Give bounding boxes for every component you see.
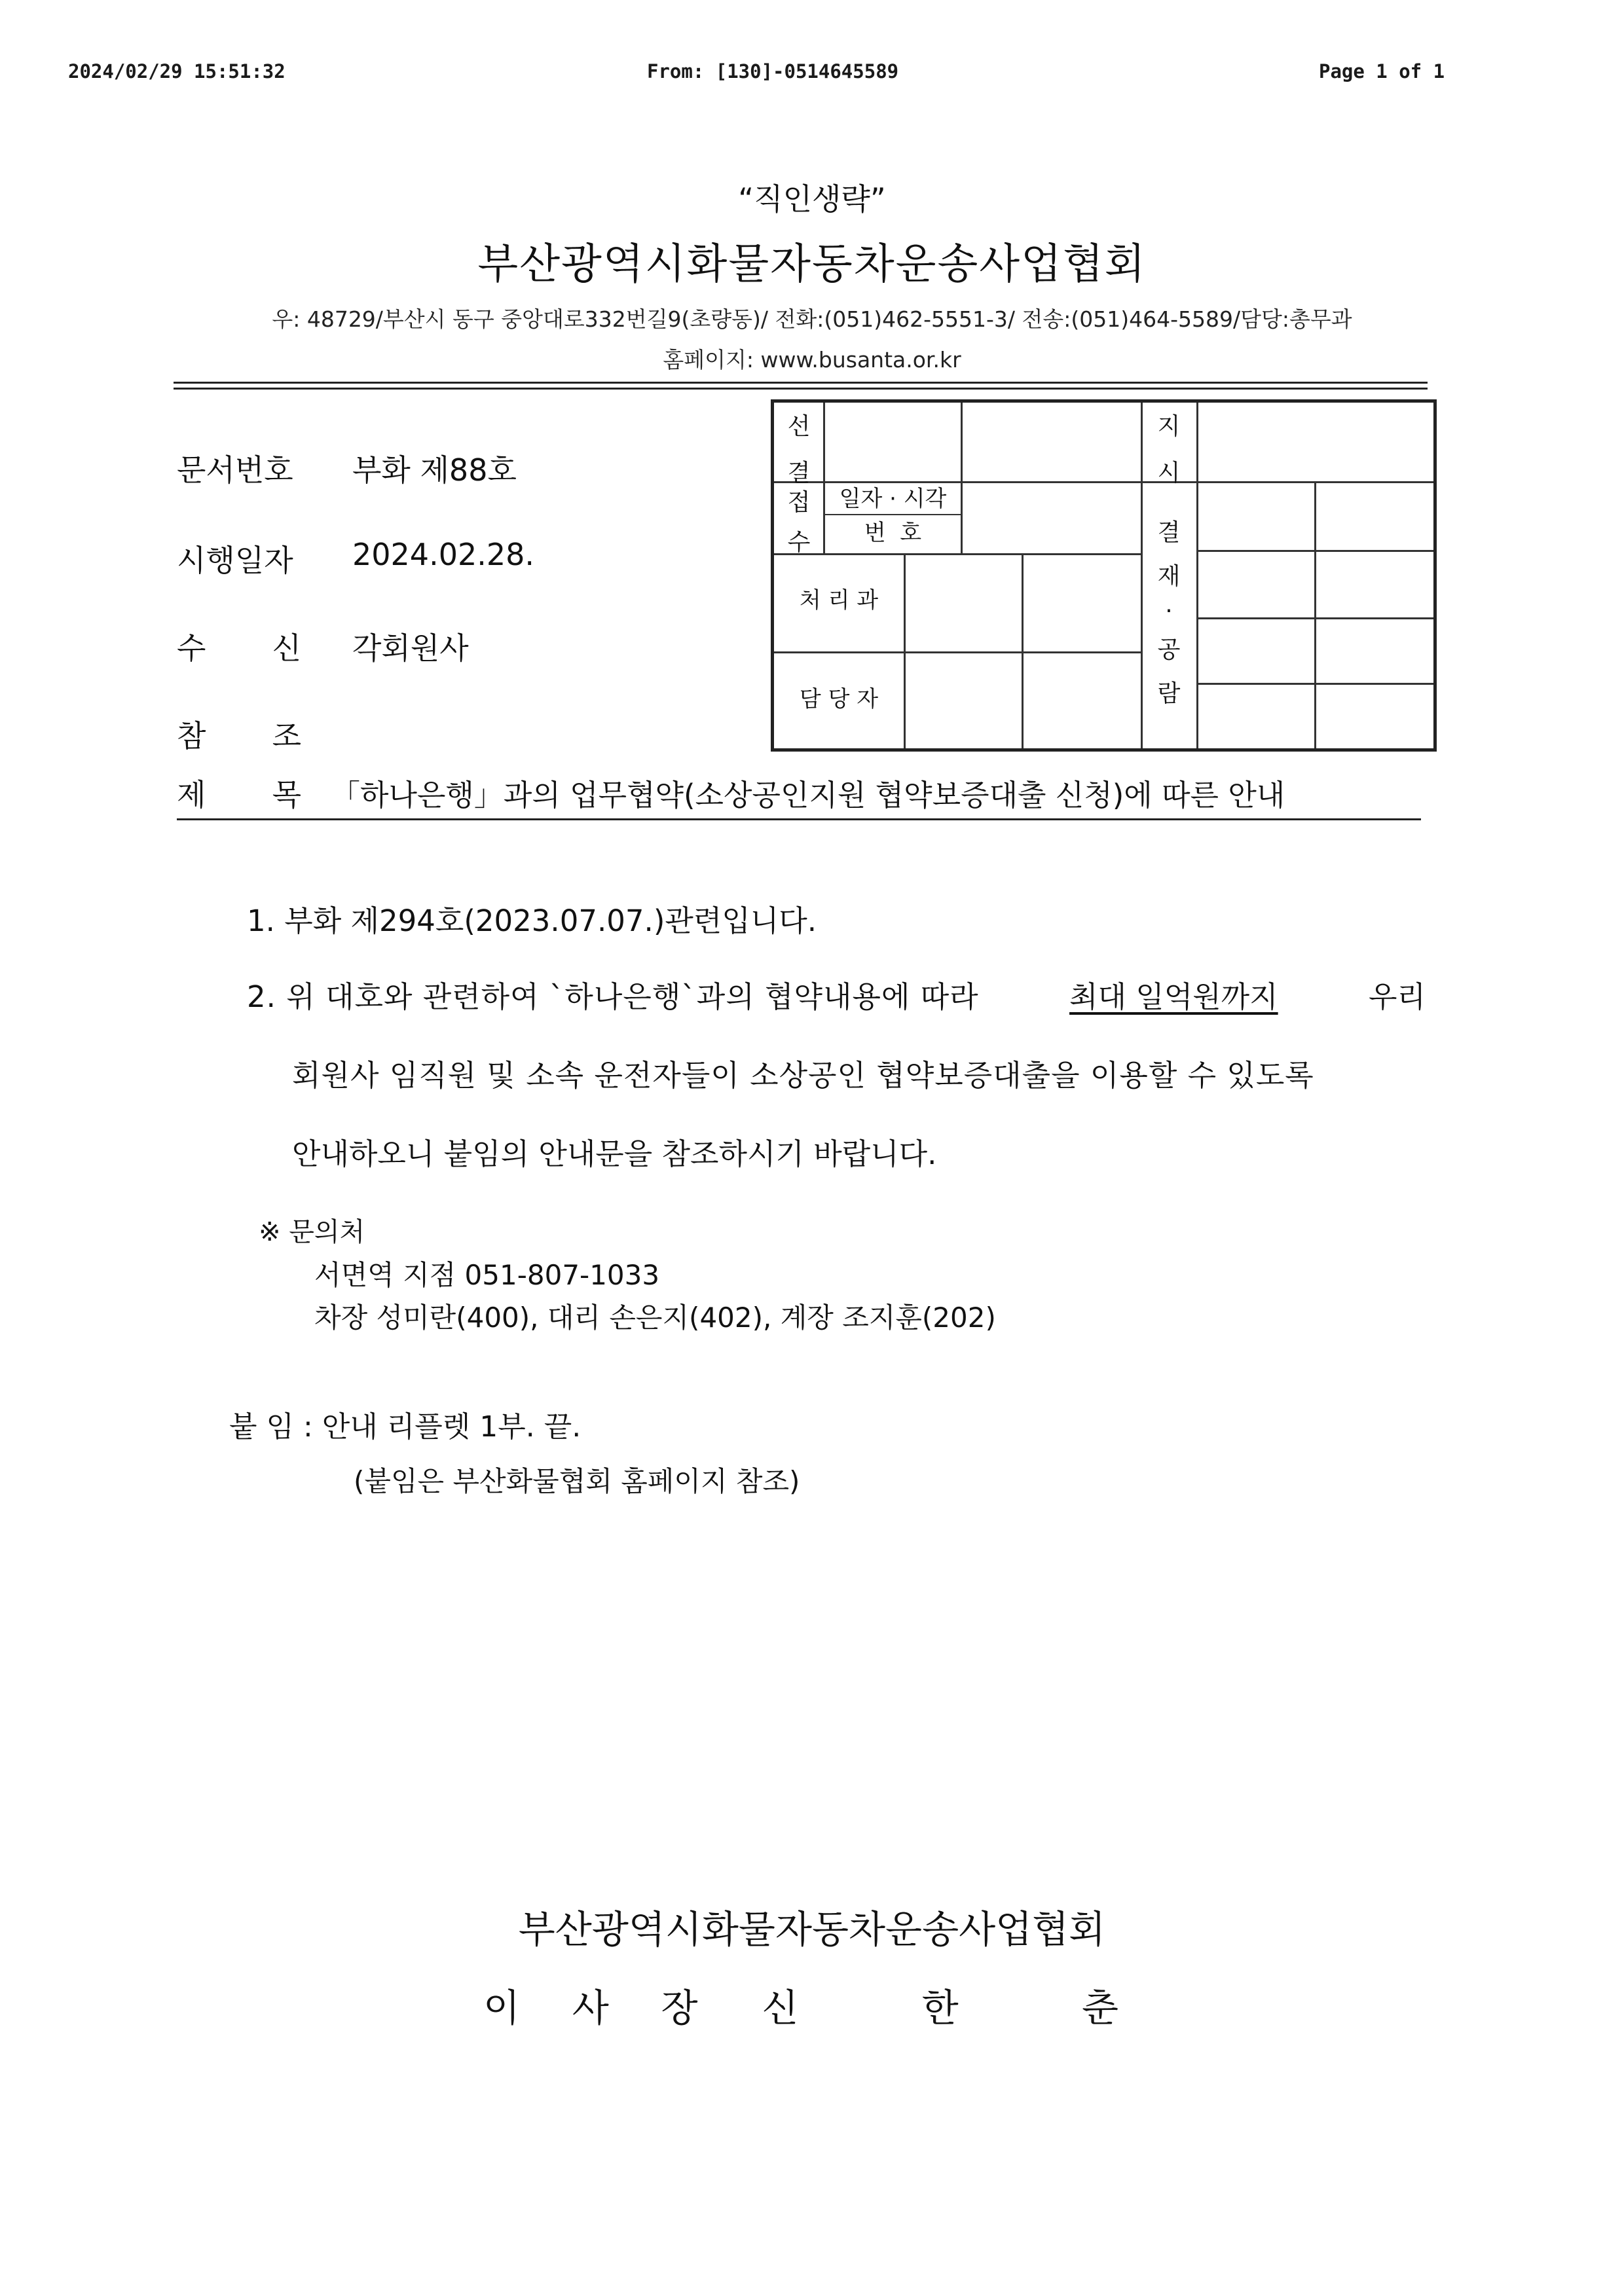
header-rule-bottom — [174, 388, 1428, 390]
body-item-2-highlight: 최대 일억원까지 — [1069, 979, 1278, 1014]
chairman-char-3: 장 — [661, 1986, 698, 2030]
chairman-char-4: 신 — [762, 1986, 799, 2030]
org-name: 부산광역시화물자동차운송사업협회 — [477, 240, 1147, 289]
doc-number-value: 부화 제88호 — [352, 452, 517, 488]
subject-underline — [177, 818, 1421, 820]
chairman-char-5: 한 — [921, 1986, 959, 2030]
body-item-1: 1. 부화 제294호(2023.07.07.)관련입니다. — [247, 903, 817, 938]
approval-label: 결 재 · 공 람 — [1157, 519, 1181, 707]
date-label: 시행일자 — [177, 543, 293, 578]
jeop-su-label: 접 수 — [787, 489, 811, 556]
reference-label-2: 조 — [272, 718, 301, 754]
body-item-2-line-1 — [247, 973, 1426, 1015]
seal-omitted-note: “직인생략” — [738, 181, 886, 217]
attachment: 붙 임 : 안내 리플렛 1부. 끝. — [229, 1410, 581, 1444]
subject-label — [177, 771, 301, 814]
recipient-label-2: 신 — [272, 630, 301, 666]
attachment-note: (붙임은 부산화물협회 홈페이지 참조) — [354, 1465, 800, 1497]
contact-people: 차장 성미란(400), 대리 손은지(402), 계장 조지훈(202) — [314, 1302, 996, 1334]
processing-dept-label: 처 리 과 — [799, 587, 879, 613]
org-address: 우: 48729/부산시 동구 중앙대로332번길9(초량동)/ 전화:(051)462-5551-3/ 전송:(051)464-5589/담당:총무과 — [272, 306, 1352, 332]
fax-timestamp: 2024/02/29 15:51:32 — [68, 60, 286, 82]
chairman-char-6: 춘 — [1081, 1986, 1118, 2030]
contact-branch: 서면역 지점 051-807-1033 — [314, 1259, 660, 1291]
org-homepage: 홈페이지: www.busanta.or.kr — [663, 347, 961, 373]
signature-chairman — [483, 1977, 1118, 2032]
body-item-2-suffix: 우리 — [1369, 979, 1426, 1014]
approval-box — [771, 399, 1437, 752]
subject-value: 「하나은행」과의 업무협약(소상공인지원 협약보증대출 신청)에 따른 안내 — [331, 778, 1285, 812]
number-label: 번 호 — [864, 520, 922, 546]
recipient-value: 각회원사 — [352, 630, 469, 666]
body-item-2-prefix: 2. 위 대호와 관련하여 `하나은행`과의 협약내용에 따라 — [247, 979, 979, 1014]
recipient-label — [177, 625, 301, 668]
subject-label-2: 목 — [272, 777, 301, 812]
chairman-char-1: 이 — [483, 1986, 521, 2030]
date-time-label: 일자 · 시각 — [839, 486, 947, 512]
date-value: 2024.02.28. — [352, 537, 534, 572]
body-item-2-line-3: 안내하오니 붙임의 안내문을 참조하시기 바랍니다. — [292, 1137, 937, 1171]
fax-page: Page 1 of 1 — [1319, 60, 1445, 82]
doc-number-label: 문서번호 — [177, 452, 293, 488]
reference-label-1: 참 — [177, 718, 206, 754]
recipient-label-1: 수 — [177, 630, 206, 666]
seon-gyeol-label: 선 결 — [787, 413, 811, 486]
contact-title: ※ 문의처 — [259, 1217, 365, 1247]
instruction-label: 지 시 — [1157, 413, 1181, 486]
signature-org-name: 부산광역시화물자동차운송사업협회 — [518, 1907, 1106, 1952]
body-item-2-line-2: 회원사 임직원 및 소속 운전자들이 소상공인 협약보증대출을 이용할 수 있도록 — [292, 1058, 1314, 1093]
reference-label — [177, 712, 301, 756]
subject-label-1: 제 — [177, 777, 206, 812]
header-rule-top — [174, 382, 1428, 384]
chairman-char-2: 사 — [572, 1986, 609, 2030]
fax-from: From: [130]-0514645589 — [647, 60, 899, 82]
person-in-charge-label: 담 당 자 — [799, 686, 879, 712]
